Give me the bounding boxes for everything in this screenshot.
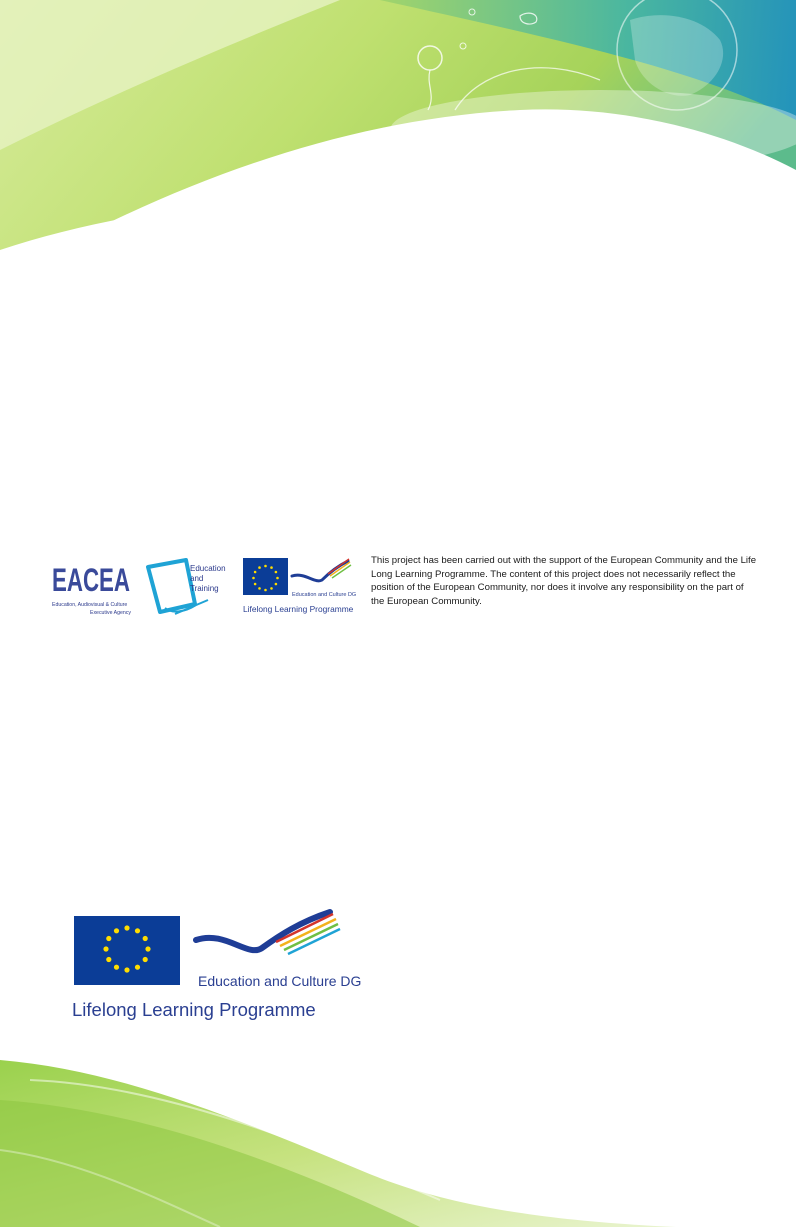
edu-training-line-2: and: [190, 574, 204, 583]
disclaimer-line: position of the European Community, nor does it involve any responsibility on the part of: [371, 582, 744, 594]
eacea-tagline-2: Executive Agency: [90, 610, 131, 616]
eu-flag-large: [74, 916, 180, 985]
llp-large-programme-label: Lifelong Learning Programme: [72, 999, 316, 1020]
llp-logo-small: [243, 558, 356, 614]
top-background-swoosh: [0, 0, 796, 300]
education-training-logo: [148, 560, 226, 614]
disclaimer-line: Long Learning Programme. The content of this project does not necessarily reflect the: [371, 568, 736, 580]
disclaimer-line: the European Community.: [371, 595, 482, 607]
disclaimer-line: This project has been carried out with the support of the European Community and the Life: [371, 555, 757, 566]
eacea-wordmark: EACEA: [52, 562, 130, 598]
llp-small-dg-label: Education and Culture DG: [292, 592, 357, 598]
llp-large-dg-label: Education and Culture DG: [198, 973, 362, 989]
edu-training-line-1: Education: [190, 564, 226, 573]
eu-stars-small: [252, 565, 279, 592]
eacea-tagline-1: Education, Audiovisual & Culture: [52, 602, 128, 608]
eu-flag-small: [243, 558, 288, 595]
edu-training-line-3: Training: [190, 584, 219, 593]
eu-stars-large: [103, 925, 150, 972]
llp-small-programme-label: Lifelong Learning Programme: [243, 604, 354, 614]
eacea-logo: [52, 562, 131, 616]
disclaimer-text: [371, 554, 771, 608]
